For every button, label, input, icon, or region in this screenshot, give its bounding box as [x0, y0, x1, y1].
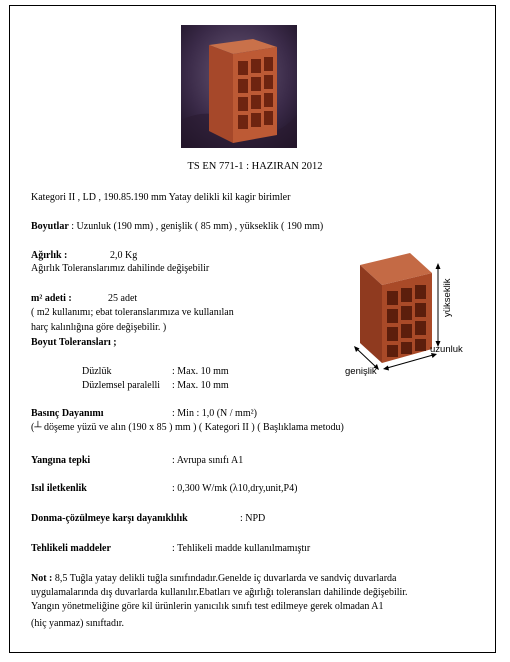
- compressive-note: (┴ döşeme yüzü ve alın (190 x 85 ) mm ) ( Kategori II ) ( Başlıklama metodu): [31, 422, 344, 433]
- compressive-label: Basınç Dayanımı: [31, 408, 104, 419]
- note-label: Not :: [31, 573, 53, 584]
- brick-photo: [181, 25, 297, 148]
- dimensions-text: : Uzunluk (190 mm) , genişlik ( 85 mm) , yükseklik ( 190 mm): [68, 221, 324, 232]
- standard-title: TS EN 771-1 : HAZIRAN 2012: [187, 161, 323, 172]
- weight-label: Ağırlık :: [31, 250, 68, 261]
- hazard-value: : Tehlikeli madde kullanılmamıştır: [172, 543, 311, 554]
- label-length: uzunluk: [430, 344, 463, 355]
- per-m2-note-1: ( m2 kullanımı; ebat toleranslarımıza ve kullanılan: [31, 307, 234, 318]
- tolerance-value-flatness: : Max. 10 mm: [172, 366, 229, 377]
- fire-label: Yangına tepki: [31, 455, 91, 466]
- tolerance-value-parallel: : Max. 10 mm: [172, 380, 229, 391]
- note-line-4: (hiç yanmaz) sınıftadır.: [31, 618, 125, 629]
- perpendicular-symbol: ┴: [34, 422, 42, 433]
- category-line: Kategori II , LD , 190.85.190 mm Yatay delikli kil kagir birimler: [31, 192, 291, 203]
- per-m2-label: m² adeti :: [31, 293, 72, 304]
- note-line-2: uygulamalarında dış duvarlarda kullanılır.Ebatları ve ağırlığı toleransları dahilinde değişebilir.: [31, 587, 408, 598]
- thermal-value: : 0,300 W/mk (λ10,dry,unit,P4): [172, 483, 298, 494]
- tolerances-title: Boyut Toleransları ;: [31, 337, 117, 348]
- label-height: yükseklik: [442, 278, 453, 317]
- hazard-label: Tehlikeli maddeler: [31, 543, 111, 554]
- dimensions-line: [31, 221, 323, 233]
- freeze-label: Donma-çözülmeye karşı dayanıklılık: [31, 513, 188, 524]
- brick-dimension-diagram: [340, 245, 470, 380]
- weight-note: Ağırlık Toleranslarımız dahilinde değişebilir: [31, 263, 210, 274]
- thermal-label: Isıl iletkenlik: [31, 483, 87, 494]
- per-m2-value: 25 adet: [108, 293, 138, 304]
- freeze-value: : NPD: [240, 513, 266, 524]
- weight-value: 2,0 Kg: [110, 250, 138, 261]
- note-line-1: Not : 8,5 Tuğla yatay delikli tuğla sınıfındadır.Genelde iç duvarlarda ve sandviç duvarlarda: [31, 573, 397, 584]
- note-line-3: Yangın yönetmeliğine göre kil ürünlerin yanıcılık sınıfı test edilmeye gerek olmadan A1: [31, 601, 384, 612]
- tolerance-label-parallel: Düzlemsel paralelli: [82, 380, 161, 391]
- dimensions-label: Boyutlar: [31, 221, 69, 232]
- fire-value: : Avrupa sınıfı A1: [172, 455, 244, 466]
- label-width: genişlik: [345, 366, 377, 377]
- tolerance-label-flatness: Düzlük: [82, 366, 112, 377]
- per-m2-note-2: harç kalınlığına göre değişebilir. ): [31, 322, 167, 333]
- compressive-value: : Min : 1,0 (N / mm²): [172, 408, 257, 419]
